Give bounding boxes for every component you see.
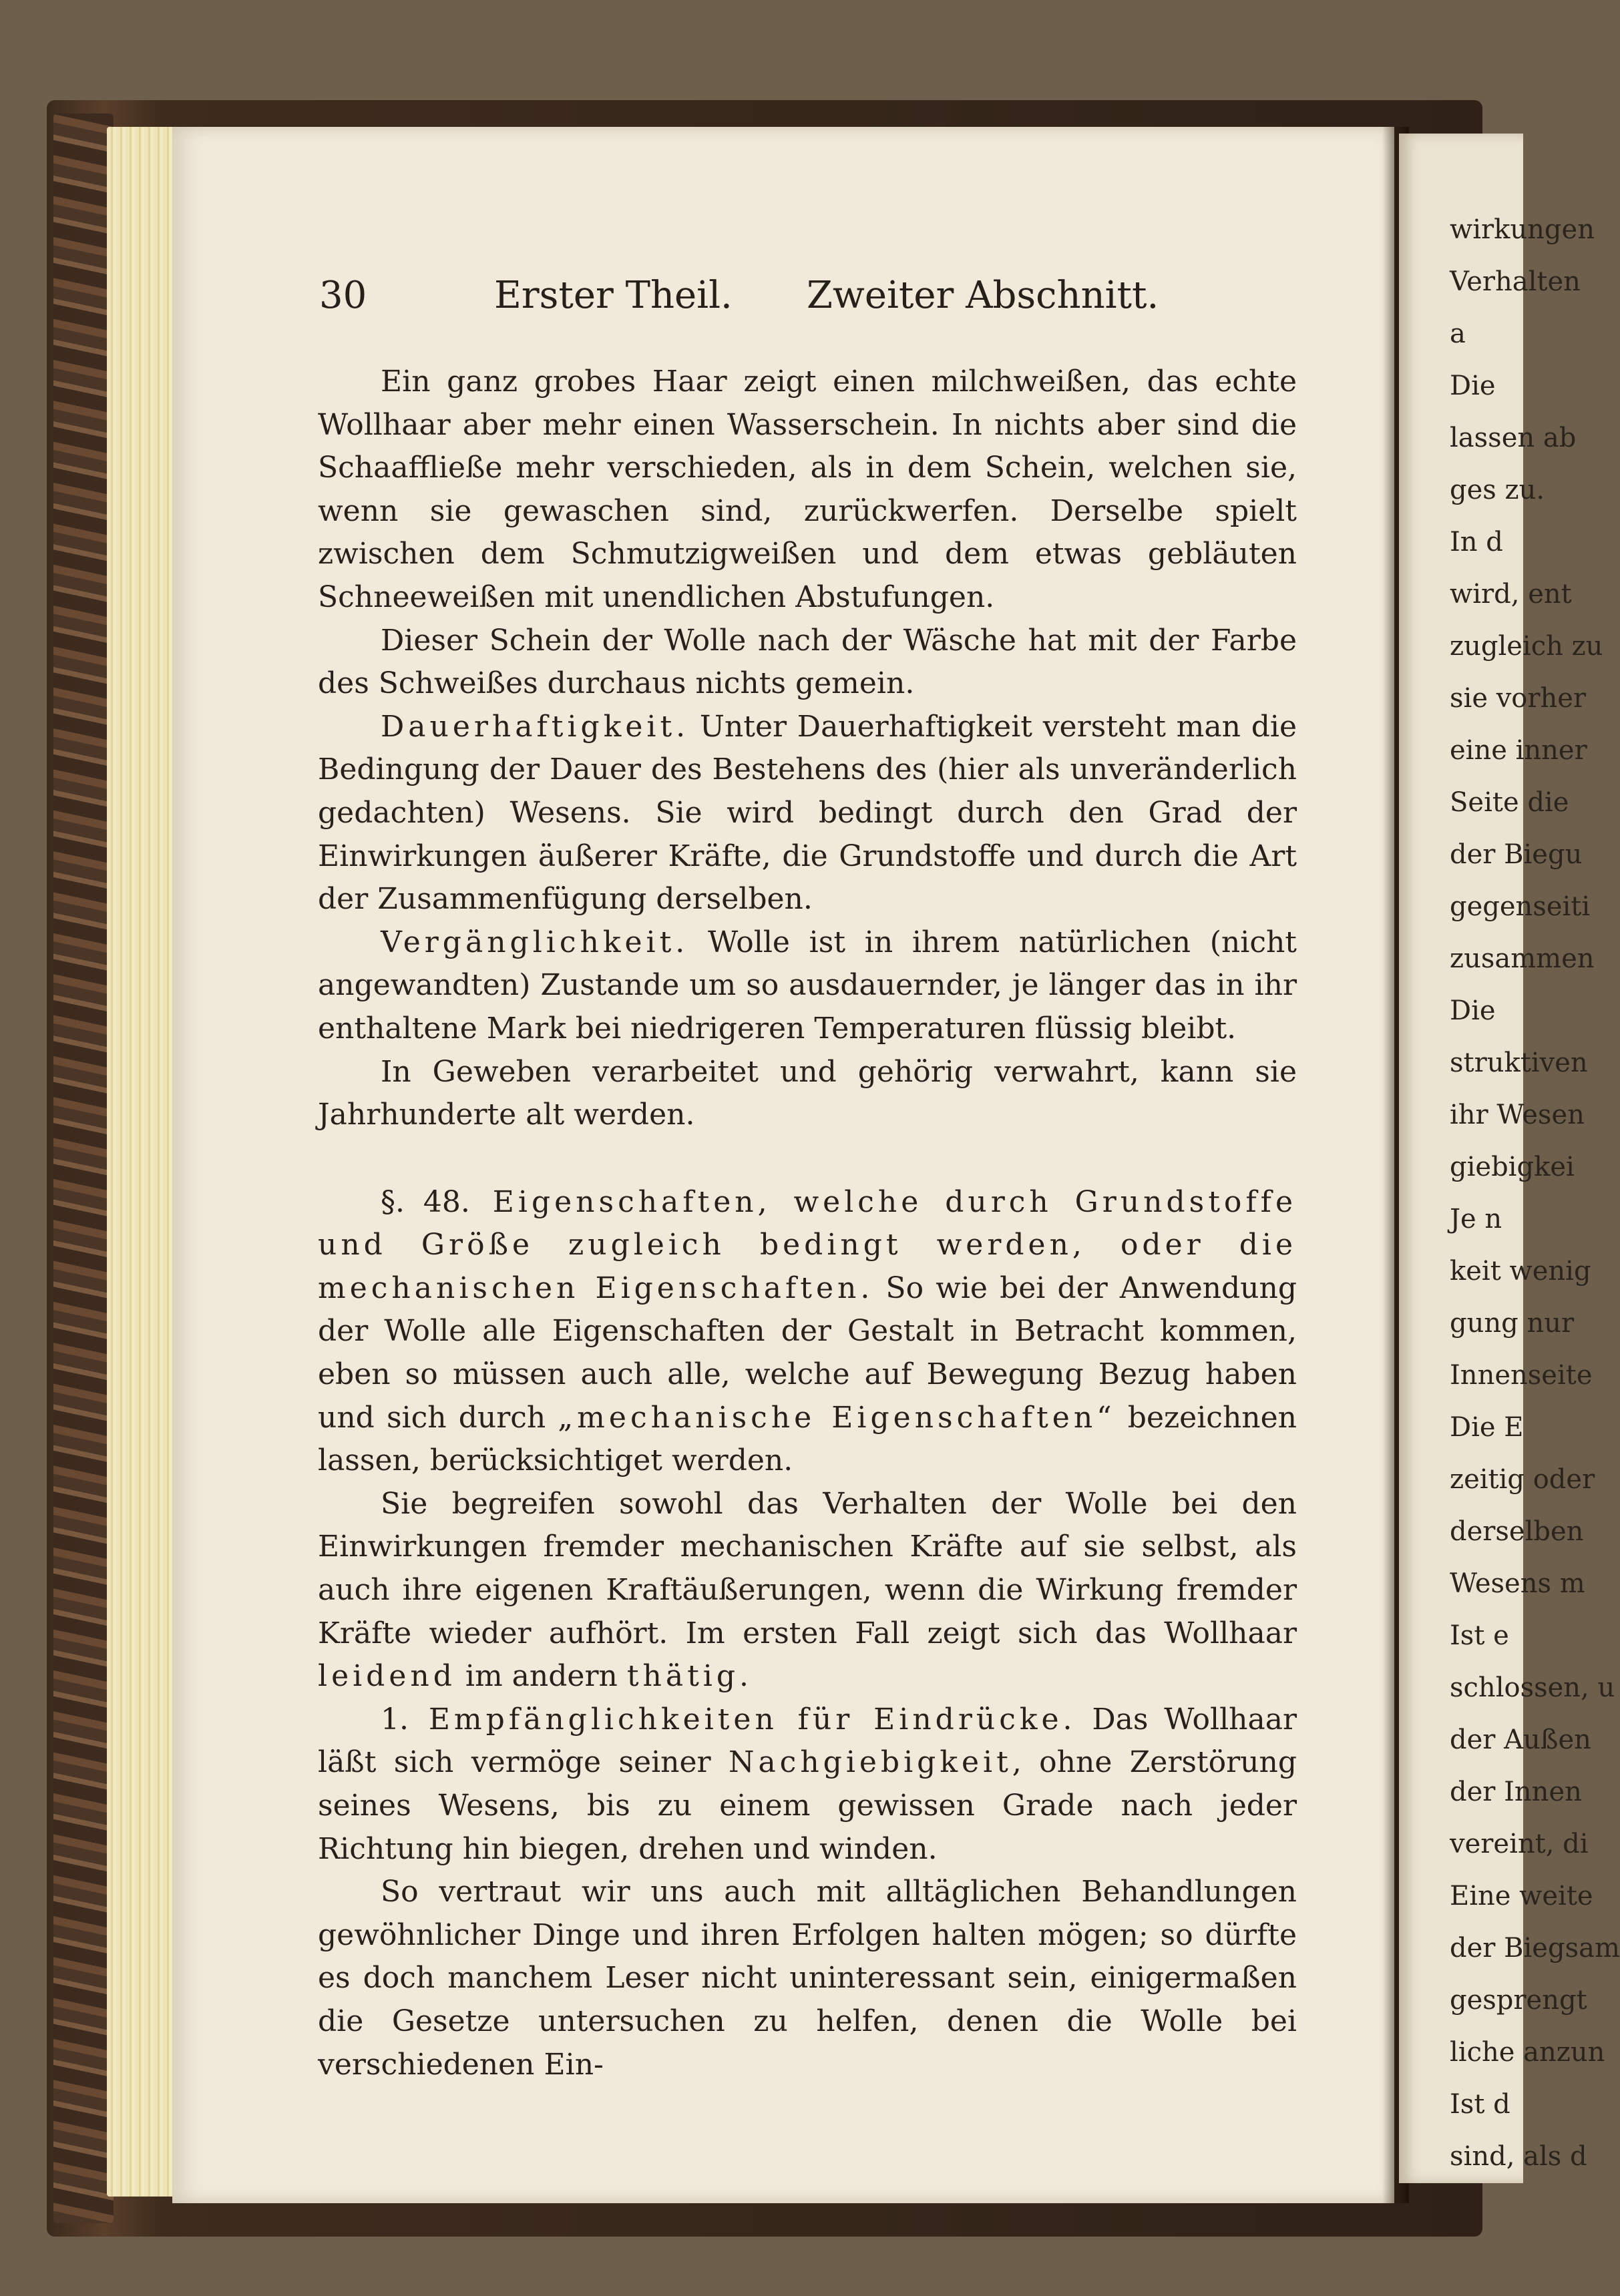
facing-page-line: Seite die bbox=[1450, 787, 1569, 818]
paragraph-text: So wie bei der Anwendung der Wolle alle Eigenschaften der Gestalt in Betracht kommen, eben so müssen auch alle, welche auf Bewegung Bezug haben und sich durch bbox=[318, 1271, 1297, 1435]
term: Dauerhaftigkeit. bbox=[381, 709, 690, 744]
facing-page-line: ihr Wesen bbox=[1450, 1100, 1585, 1130]
quoted-term: „mechanische Eigenschaften“ bbox=[558, 1400, 1116, 1435]
facing-page-line: Die bbox=[1450, 995, 1496, 1026]
paragraph-text: . bbox=[739, 1659, 749, 1694]
paragraph bbox=[318, 706, 1297, 921]
facing-page-line: ges zu. bbox=[1450, 475, 1545, 505]
facing-page-line: vereint, di bbox=[1450, 1829, 1589, 1859]
facing-page-line: Eine weite bbox=[1450, 1881, 1593, 1911]
facing-page-line: liche anzun bbox=[1450, 2037, 1605, 2068]
numbered-paragraph bbox=[318, 1698, 1297, 1871]
paragraph: Dieser Schein der Wolle nach der Wäsche hat mit der Farbe des Schweißes durchaus nichts gemein. bbox=[318, 623, 1297, 701]
paragraph bbox=[318, 1483, 1297, 1698]
paragraph-text: , ohne Zerstörung seines Wesens, bis zu einem gewissen Grade nach jeder Richtung hin biegen, drehen und winden. bbox=[318, 1745, 1297, 1866]
facing-page-line: zusammen bbox=[1450, 943, 1595, 974]
paragraph-text: bezeichnen lassen, berücksichtiget werden. bbox=[318, 1400, 1297, 1478]
facing-page-line: sind, als d bbox=[1450, 2141, 1587, 2172]
paragraph: So vertraut wir uns auch mit alltäglichen Behandlungen gewöhnlicher Dinge und ihren Erfolgen halten mögen; so dürfte es doch manchem Leser nicht uninteressant sein, einigermaßen die Gesetze untersuchen zu helfen, denen die Wolle bei verschiedenen Ein- bbox=[318, 1875, 1297, 2082]
running-head bbox=[319, 274, 1301, 327]
page-edges bbox=[107, 127, 180, 2197]
facing-page-line: derselben bbox=[1450, 1516, 1584, 1547]
section-gap bbox=[318, 1137, 1297, 1181]
facing-page-line: sie vorher bbox=[1450, 683, 1587, 714]
facing-page-line: wird, ent bbox=[1450, 579, 1572, 610]
paragraph-text: Das Wollhaar läßt sich vermöge seiner bbox=[318, 1702, 1297, 1780]
section-heading: Eigenschaften, welche durch Grundstoffe und Größe zugleich bedingt werden, oder die mechanischen Eigenschaften. bbox=[318, 1184, 1297, 1305]
facing-page-line: der Biegu bbox=[1450, 839, 1583, 870]
paragraph: In Geweben verarbeitet und gehörig verwahrt, kann sie Jahrhunderte alt werden. bbox=[318, 1054, 1297, 1132]
paragraph-text: Unter Dauerhaftigkeit versteht man die Bedingung der Dauer des Bestehens des (hier als unveränderlich gedachten) Wesens. Sie wird bedingt durch den Grad der Einwirkungen äußerer Kräfte, die Grundstoffe und durch die Art der Zusammenfügung derselben. bbox=[318, 709, 1297, 917]
facing-page-line: Je n bbox=[1450, 1204, 1502, 1234]
facing-page-line: Ist e bbox=[1450, 1620, 1509, 1651]
facing-page-line: a bbox=[1450, 318, 1466, 349]
facing-page-line: gung nur bbox=[1450, 1308, 1575, 1339]
facing-page-line: zeitig oder bbox=[1450, 1464, 1595, 1495]
paragraph bbox=[318, 921, 1297, 1051]
paragraph-text: Wolle ist in ihrem natürlichen (nicht angewandten) Zustande um so ausdauernder, je länger das in ihr enthaltene Mark bei niedrigeren Temperaturen flüssig bleibt. bbox=[318, 925, 1297, 1046]
facing-page-line: der Innen bbox=[1450, 1777, 1582, 1807]
section-mark: §. 48. bbox=[381, 1184, 470, 1219]
facing-page-line: Verhalten bbox=[1450, 266, 1581, 297]
facing-page-line: struktiven bbox=[1450, 1048, 1588, 1078]
part-title: Erster Theil. bbox=[494, 274, 733, 317]
facing-page-line: Ist d bbox=[1450, 2089, 1510, 2120]
facing-page-line: Die E bbox=[1450, 1412, 1524, 1443]
facing-page-line: Innenseite bbox=[1450, 1360, 1593, 1391]
marbled-board-edge bbox=[53, 113, 114, 2223]
facing-page-line: giebigkei bbox=[1450, 1152, 1575, 1182]
facing-page-line: Die bbox=[1450, 371, 1496, 401]
facing-page-line: schlossen, u bbox=[1450, 1672, 1615, 1703]
facing-page-line: wirkungen bbox=[1450, 214, 1595, 245]
facing-page-line: gesprengt bbox=[1450, 1985, 1587, 2016]
facing-page-line: zugleich zu bbox=[1450, 631, 1603, 662]
term: thätig bbox=[626, 1659, 739, 1694]
facing-page bbox=[1399, 134, 1620, 2183]
paragraph-text: im andern bbox=[455, 1659, 627, 1694]
paragraph-text: Sie begreifen sowohl das Verhalten der Wolle bei den Einwirkungen fremder mechanischen Kräfte auf sie selbst, als auch ihre eigenen Kraftäußerungen, wenn die Wirkung fremder Kräfte wieder aufhört. Im ersten Fall zeigt sich das Wollhaar bbox=[318, 1486, 1297, 1650]
facing-page-line: der Biegsam bbox=[1450, 1933, 1620, 1964]
term: Empfänglichkeiten für Eindrücke. bbox=[408, 1702, 1076, 1737]
page-number: 30 bbox=[319, 274, 367, 317]
facing-page-line: Wesens m bbox=[1450, 1568, 1585, 1599]
term: Vergänglichkeit. bbox=[381, 925, 689, 959]
section-paragraph bbox=[318, 1181, 1297, 1483]
paragraph: Ein ganz grobes Haar zeigt einen milchweißen, das echte Wollhaar aber mehr einen Wasserschein. In nichts aber sind die Schaaffließe mehr verschieden, als in dem Schein, welchen sie, wenn sie gewaschen sind, zurückwerfen. Derselbe spielt zwischen dem Schmutzigweißen und dem etwas gebläuten Schneeweißen mit unendlichen Abstufungen. bbox=[318, 365, 1297, 614]
facing-page-line: der Außen bbox=[1450, 1725, 1591, 1755]
facing-page-line: eine inner bbox=[1450, 735, 1587, 766]
facing-page-line: gegenseiti bbox=[1450, 891, 1591, 922]
body-text bbox=[318, 361, 1297, 2086]
item-number: 1. bbox=[381, 1702, 409, 1737]
facing-page-line: keit wenig bbox=[1450, 1256, 1591, 1287]
term: Nachgiebigkeit bbox=[728, 1745, 1012, 1780]
facing-page-line: lassen ab bbox=[1450, 423, 1577, 453]
section-title: Zweiter Abschnitt. bbox=[807, 274, 1159, 317]
term: leidend bbox=[318, 1659, 456, 1694]
facing-page-line: In d bbox=[1450, 527, 1503, 557]
